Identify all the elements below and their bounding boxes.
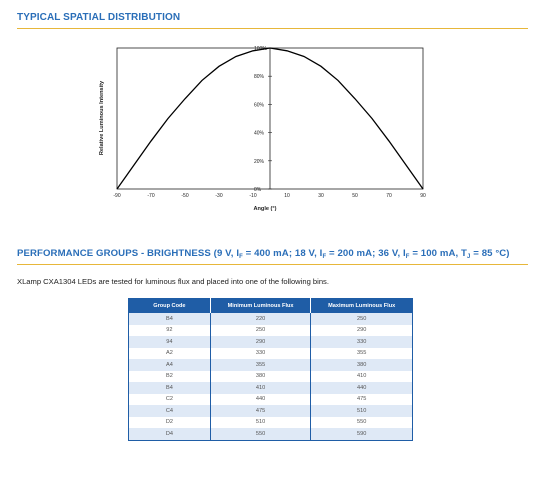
- table-cell: 475: [311, 394, 413, 406]
- table-body: [129, 313, 413, 440]
- table-cell: 380: [311, 359, 413, 371]
- x-tick-label: 30: [318, 193, 324, 199]
- title-subscript: F: [405, 254, 410, 260]
- table-cell: B4: [129, 313, 211, 325]
- table-header-row: [129, 299, 413, 314]
- table-cell: B4: [129, 382, 211, 394]
- table-row: [129, 417, 413, 429]
- y-tick-label: 60%: [254, 102, 265, 109]
- table-cell: 330: [210, 348, 311, 360]
- table-cell: 92: [129, 325, 211, 337]
- table-row: [129, 382, 413, 394]
- table-cell: 475: [210, 405, 311, 417]
- x-tick-label: -70: [147, 193, 155, 199]
- table-cell: D2: [129, 417, 211, 429]
- x-tick-label: -10: [249, 193, 257, 199]
- table-cell: 510: [311, 405, 413, 417]
- table-cell: 355: [210, 359, 311, 371]
- table-cell: 355: [311, 348, 413, 360]
- table-cell: 220: [210, 313, 311, 325]
- x-axis-label: Angle (°): [253, 206, 277, 212]
- x-tick-label: 50: [352, 193, 358, 199]
- title-subscript: F: [239, 254, 243, 260]
- y-axis-label: Relative Luminous Intensity: [99, 80, 105, 156]
- x-tick-label: 70: [386, 193, 392, 199]
- y-tick-label: 0%: [254, 187, 262, 193]
- y-tick-label: 20%: [254, 158, 265, 165]
- title-subscript: F: [322, 254, 327, 260]
- table-cell: 550: [311, 417, 413, 429]
- title-part: = 85 °C): [470, 248, 510, 259]
- table-cell: 290: [210, 336, 311, 348]
- table-cell: 410: [210, 382, 311, 394]
- y-tick-label: 40%: [254, 130, 265, 137]
- table-cell: 330: [311, 336, 413, 348]
- table-row: [129, 428, 413, 440]
- x-tick-label: 10: [284, 193, 290, 199]
- table-cell: A2: [129, 348, 211, 360]
- table-cell: D4: [129, 428, 211, 440]
- x-tick-label: 90: [420, 193, 426, 199]
- title-part: = 400 mA; 18 V, I: [242, 248, 323, 259]
- table-cell: 440: [210, 394, 311, 406]
- column-header: Minimum Luminous Flux: [210, 299, 311, 314]
- x-tick-labels: [113, 193, 426, 199]
- column-header: Group Code: [129, 299, 211, 314]
- table-row: [129, 371, 413, 383]
- table-cell: 250: [210, 325, 311, 337]
- y-tick-label: 100%: [254, 46, 267, 52]
- title-part: = 200 mA; 36 V, I: [326, 248, 406, 259]
- table-row: [129, 325, 413, 337]
- title-subscript: J: [467, 254, 471, 260]
- table-row: [129, 394, 413, 406]
- x-tick-label: -30: [215, 193, 223, 199]
- table-row: [129, 336, 413, 348]
- table-row: [129, 359, 413, 371]
- section-title-performance-groups: [17, 248, 510, 259]
- brightness-table: [128, 298, 413, 441]
- x-tick-label: -50: [181, 193, 189, 199]
- table-cell: C2: [129, 394, 211, 406]
- table-cell: 290: [311, 325, 413, 337]
- table-cell: 510: [210, 417, 311, 429]
- table-cell: 590: [311, 428, 413, 440]
- y-tick-label: 80%: [254, 74, 265, 81]
- table-cell: 250: [311, 313, 413, 325]
- table-cell: B2: [129, 371, 211, 383]
- table-cell: 440: [311, 382, 413, 394]
- section-title-spatial-distribution: TYPICAL SPATIAL DISTRIBUTION: [17, 12, 181, 23]
- table-cell: A4: [129, 359, 211, 371]
- column-header: Maximum Luminous Flux: [311, 299, 413, 314]
- title-part: PERFORMANCE GROUPS - BRIGHTNESS (9 V, I: [17, 248, 240, 259]
- table-row: [129, 405, 413, 417]
- table-cell: C4: [129, 405, 211, 417]
- section-divider: [17, 264, 528, 265]
- intro-text: XLamp CXA1304 LEDs are tested for luminous flux and placed into one of the following bins.: [17, 277, 329, 286]
- table-cell: 94: [129, 336, 211, 348]
- title-part: = 100 mA, T: [409, 248, 468, 259]
- table-row: [129, 313, 413, 325]
- table-cell: 410: [311, 371, 413, 383]
- table-row: [129, 348, 413, 360]
- table-cell: 380: [210, 371, 311, 383]
- table-cell: 550: [210, 428, 311, 440]
- x-tick-label: -90: [113, 193, 121, 199]
